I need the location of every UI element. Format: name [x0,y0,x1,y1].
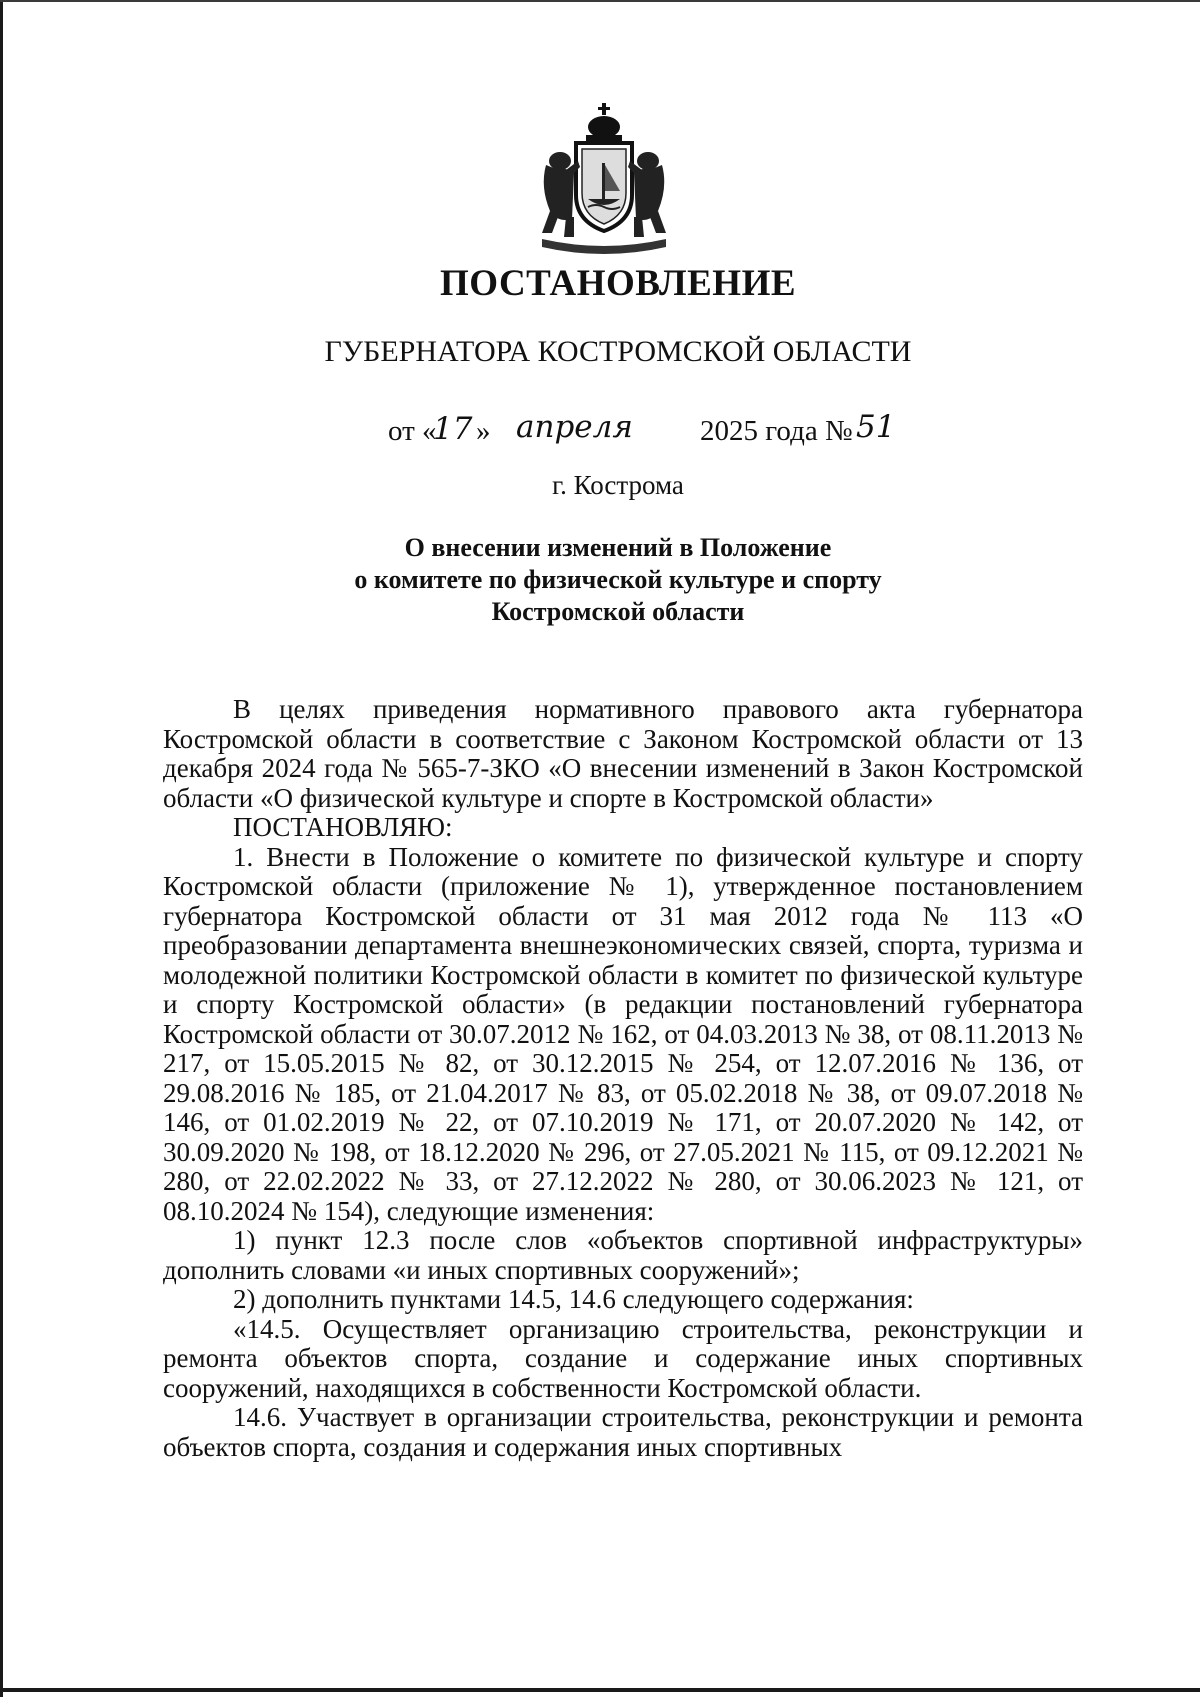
preamble-paragraph: В целях приведения нормативного правового акта губернатора Костромской области в соответствие с Законом Костромской области от 13 декабря 2024 года № 565-7-ЗКО «О внесении изменений в Закон Костромской области «О физической культуре и спорте в Костромской области» [163,694,1083,813]
resolve-paragraph: ПОСТАНОВЛЯЮ: [233,812,453,842]
clause-14-5-paragraph: «14.5. Осуществляет организацию строительства, реконструкции и ремонта объектов спорта, создание и содержание иных спортивных сооружений, находящихся в собственности Костромской области. [163,1313,1083,1403]
subitem-1-paragraph: 1) пункт 12.3 после слов «объектов спортивной инфраструктуры» дополнить словами «и иных спортивных сооружений»; [163,1225,1083,1285]
issuer: ГУБЕРНАТОРА КОСТРОМСКОЙ ОБЛАСТИ [324,335,912,368]
document-body [163,695,1083,1462]
date-year: 2025 года № [700,415,853,447]
title-line-2: о комитете по физической культуре и спорту [354,565,882,594]
document-type: ПОСТАНОВЛЕНИЕ [439,263,797,304]
clause-14-6-paragraph: 14.6. Участвует в организации строительства, реконструкции и ремонта объектов спорта, создания и содержания иных спортивных [163,1402,1083,1462]
document-number-handwritten: 51 [856,409,896,445]
date-line [388,405,948,455]
subitem-2-paragraph: 2) дополнить пунктами 14.5, 14.6 следующего содержания: [233,1284,914,1314]
title-line-3: Костромской области [491,597,745,626]
title-line-1: О внесении изменений в Положение [404,533,832,562]
coat-of-arms-icon [532,103,676,255]
date-month-handwritten: апреля [516,409,633,445]
scan-border-bottom [0,1688,1200,1692]
scan-border-left [0,0,3,1697]
date-day-handwritten: 17 [433,411,473,447]
city: г. Кострома [552,470,684,500]
document-title [0,532,1200,628]
item-1-paragraph: 1. Внести в Положение о комитете по физической культуре и спорту Костромской области (приложение № 1), утвержденное постановлением губернатора Костромской области от 31 мая 2012 года № 113 «О преобразовании департамента внешнеэкономических связей, спорта, туризма и молодежной политики Костромской области в комитет по физической культуре и спорту Костромской области» (в редакции постановлений губернатора Костромской области от 30.07.2012 № 162, от 04.03.2013 № 38, от 08.11.2013 № 217, от 15.05.2015 № 82, от 30.12.2015 № 254, от 12.07.2016 № 136, от 29.08.2016 № 185, от 21.04.2017 № 83, от 05.02.2018 № 38, от 09.07.2018 № 146, от 01.02.2019 № 22, от 07.10.2019 № 171, от 20.07.2020 № 142, от 30.09.2020 № 198, от 18.12.2020 № 296, от 27.05.2021 № 115, от 09.12.2021 № 280, от 22.02.2022 № 33, от 27.12.2022 № 280, от 30.06.2023 № 121, от 08.10.2024 № 154), следующие изменения: [163,841,1083,1226]
scan-border-top [0,0,1200,2]
date-day-close: » [476,415,491,447]
date-prefix: от « [388,415,437,447]
